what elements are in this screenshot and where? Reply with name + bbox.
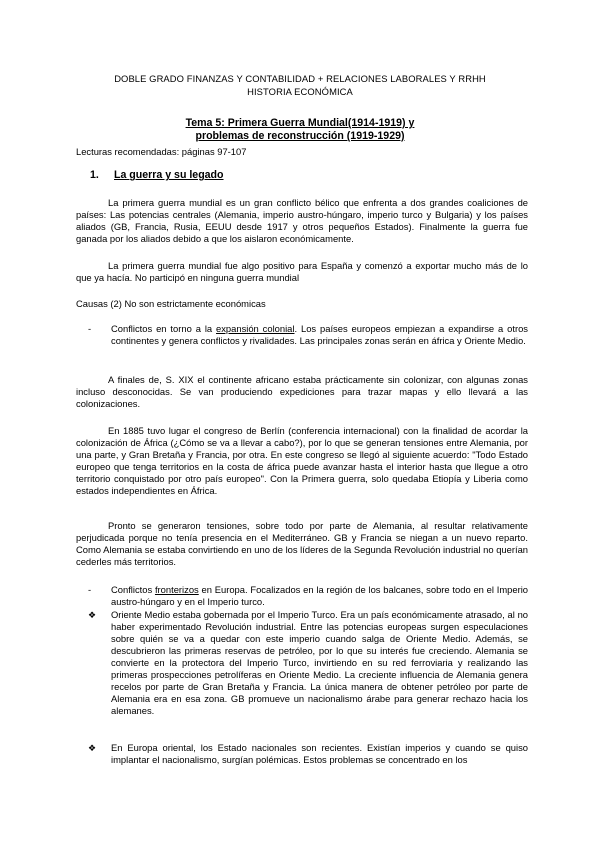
bullet-text: Conflictos fronterizos en Europa. Focalizados en la región de los balcanes, sobre todo en el Imperio austro-húngaro y en el Imperio turco. xyxy=(111,584,528,607)
recommended-readings: Lecturas recomendadas: páginas 97-107 xyxy=(76,146,247,157)
bullet-text: Conflictos en torno a la expansión colonial. Los países europeos empiezan a expandirse a otros continentes y genera conflictos y rivalidades. Las principales zonas serán en áfrica y Oriente Medio. xyxy=(111,323,528,346)
header-course: HISTORIA ECONÓMICA xyxy=(247,86,353,97)
section-label: La guerra y su legado xyxy=(114,169,224,181)
header-degree: DOBLE GRADO FINANZAS Y CONTABILIDAD + RELACIONES LABORALES Y RRHH xyxy=(114,73,486,84)
dash-bullet-icon: - xyxy=(88,323,92,334)
underlined-term: expansión colonial xyxy=(216,323,295,334)
bullet-colonial-expansion xyxy=(88,323,528,347)
document-header xyxy=(70,72,530,98)
topic-title-line2: problemas de reconstrucción (1919-1929) xyxy=(195,130,405,142)
paragraph-spain: La primera guerra mundial fue algo positivo para España y comenzó a exportar mucho más de lo que ya hacía. No participó en ninguna guerra mundial xyxy=(76,260,528,283)
underlined-term: fronterizos xyxy=(154,584,199,595)
paragraph-africa: A finales de, S. XIX el continente africano estaba prácticamente sin colonizar, con algunas zonas incluso desconocidas. Se van produciendo expediciones para trazar mapas y ello llevará a las colonizaciones. xyxy=(76,374,528,409)
section-number: 1. xyxy=(90,169,99,181)
dash-bullet-icon: - xyxy=(88,584,92,595)
paragraph-intro: La primera guerra mundial es un gran conflicto bélico que enfrenta a dos grandes coaliciones de países: Las potencias centrales (Alemania, imperio austro-húngaro, imperio turco y Bulgaria) y los países aliados (GB, Francia, Rusia, EEUU desde 1917 y otros pequeños Estados). Finalmente la guerra fue ganada por los aliados debido a que los aislaron económicamente. xyxy=(76,197,528,244)
bullet-eastern-europe xyxy=(88,742,528,766)
topic-title-line1: Tema 5: Primera Guerra Mundial(1914-1919) y xyxy=(185,117,415,129)
bullet-text: Oriente Medio estaba gobernada por el Imperio Turco. Era un país económicamente atrasado, al no haber experimentado Revolución industrial. Entre las potencias europeas surgen especulaciones sobre quién se va a quedar con este imperio cuando salga de Oriente Medio. Además, se descubrieron las primeras reservas de petróleo, por lo que su interés fue creciendo. Alemania se convierte en la protectora del Imperio Turco, invirtiendo en su red ferroviaria y realizando las primeras prospecciones petrolíferas en Oriente Medio. La creciente influencia de Alemania genera recelos por parte de Gran Bretaña y Francia. La única manera de obtener petróleo por parte de Alemania era en esa zona. GB promueve un nacionalismo árabe para generar rechazo hacia los alemanes. xyxy=(111,609,528,716)
paragraph-berlin-congress: En 1885 tuvo lugar el congreso de Berlín (conferencia internacional) con la finalidad de acordar la colonización de África (¿Cómo se va a llevar a cabo?), por lo que se generan tensiones entre Alemania, por una parte, y Gran Bretaña y Francia, por otra. En este congreso se llegó al siguiente acuerdo: "Todo Estado europeo que tenga territorios en la costa de áfrica puede avanzar hasta el interior hasta que llegue a otro territorio conquistado por otro país europeo". Con la Primera guerra, solo quedaba Etiopía y Liberia como estados independientes en África. xyxy=(76,425,528,496)
section-heading xyxy=(90,169,224,181)
paragraph-tensions: Pronto se generaron tensiones, sobre todo por parte de Alemania, al resultar relativamente perjudicada porque no tenía presencia en el Mediterráneo. GB y Francia se niegan a un nuevo reparto. Como Alemania se estaba convirtiendo en uno de los líderes de la Segunda Revolución industrial no querían cederles más territorios. xyxy=(76,520,528,567)
topic-title xyxy=(80,117,520,143)
bullet-border-conflicts xyxy=(88,584,528,608)
diamond-bullet-icon: ❖ xyxy=(88,610,97,620)
bullet-text: En Europa oriental, los Estado nacionales son recientes. Existían imperios y cuando se quiso implantar el nacionalismo, surgían polémicas. Estos problemas se concentrado en los xyxy=(111,742,528,765)
bullet-middle-east xyxy=(88,609,528,717)
diamond-bullet-icon: ❖ xyxy=(88,743,97,753)
causes-heading: Causas (2) No son estrictamente económicas xyxy=(76,298,266,309)
